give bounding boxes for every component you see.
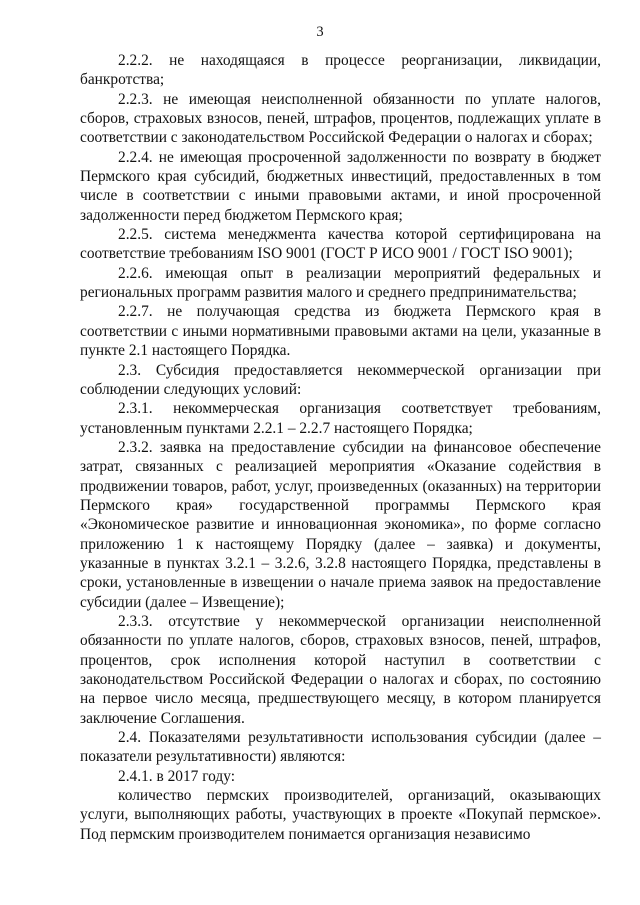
paragraph-2-3-3: 2.3.3. отсутствие у некоммерческой организации неисполненной обязанности по уплате налогов, сборов, страховых взносов, пеней, штрафов, процентов, срок исполнения которой наступил в соответствии с законодательством Российской Федерации о налогах и сборах, по состоянию на первое число месяца, предшествующего месяцу, в котором планируется заключение Соглашения. xyxy=(80,612,601,727)
page-number: 3 xyxy=(316,24,324,40)
paragraph-2-3-1: 2.3.1. некоммерческая организация соответствует требованиям, установленным пунктами 2.2.1 – 2.2.7 настоящего Порядка; xyxy=(80,400,601,437)
paragraph-2-4: 2.4. Показателями результативности использования субсидии (далее – показатели результативности) являются: xyxy=(80,729,601,766)
paragraph-2-2-6: 2.2.6. имеющая опыт в реализации мероприятий федеральных и региональных программ развития малого и среднего предпринимательства; xyxy=(80,264,601,302)
paragraph-2-3: 2.3. Субсидия предоставляется некоммерческой организации при соблюдении следующих условий: xyxy=(80,361,601,398)
paragraph-2-2-5: 2.2.5. система менеджмента качества которой сертифицирована на соответствие требованиям ISO 9001 (ГОСТ Р ИСО 9001 / ГОСТ ISO 9001); xyxy=(80,226,601,263)
paragraph-2-2-2: 2.2.2. не находящаяся в процессе реорганизации, ликвидации, банкротства; xyxy=(80,52,601,89)
paragraph-2-4-1: 2.4.1. в 2017 году: xyxy=(118,767,235,785)
paragraph-2-4-1-indicator: количество пермских производителей, организаций, оказывающих услуги, выполняющих работы, участвующих в проекте «Покупай пермское». Под пермским производителем понимается организация независимо xyxy=(80,787,601,843)
paragraph-2-3-2: 2.3.2. заявка на предоставление субсидии на финансовое обеспечение затрат, связанных с реализацией мероприятия «Оказание содействия в продвижении товаров, работ, услуг, произведенных (оказанных) на территории Пермского края» государственной программы Пермского края «Экономическое развитие и инновационная экономика», по форме согласно приложению 1 к настоящему Порядку (далее – заявка) и документы, указанные в пунктах 3.2.1 – 3.2.6, 3.2.8 настоящего Порядка, представлены в сроки, установленные в извещении о начале приема заявок на предоставление субсидии (далее – Извещение); xyxy=(80,438,601,611)
document-body xyxy=(80,51,601,844)
paragraph-2-2-3: 2.2.3. не имеющая неисполненной обязанности по уплате налогов, сборов, страховых взносов, пеней, штрафов, процентов, подлежащих уплате в соответствии с законодательством Российской Федерации о налогах и сборах; xyxy=(80,90,601,147)
paragraph-2-2-4: 2.2.4. не имеющая просроченной задолженности по возврату в бюджет Пермского края субсидий, бюджетных инвестиций, предоставленных в том числе в соответствии с иными правовыми актами, и иной просроченной задолженности перед бюджетом Пермского края; xyxy=(80,148,601,224)
paragraph-2-2-7: 2.2.7. не получающая средства из бюджета Пермского края в соответствии с иными нормативными правовыми актами на цели, указанные в пункте 2.1 настоящего Порядка. xyxy=(80,303,601,360)
